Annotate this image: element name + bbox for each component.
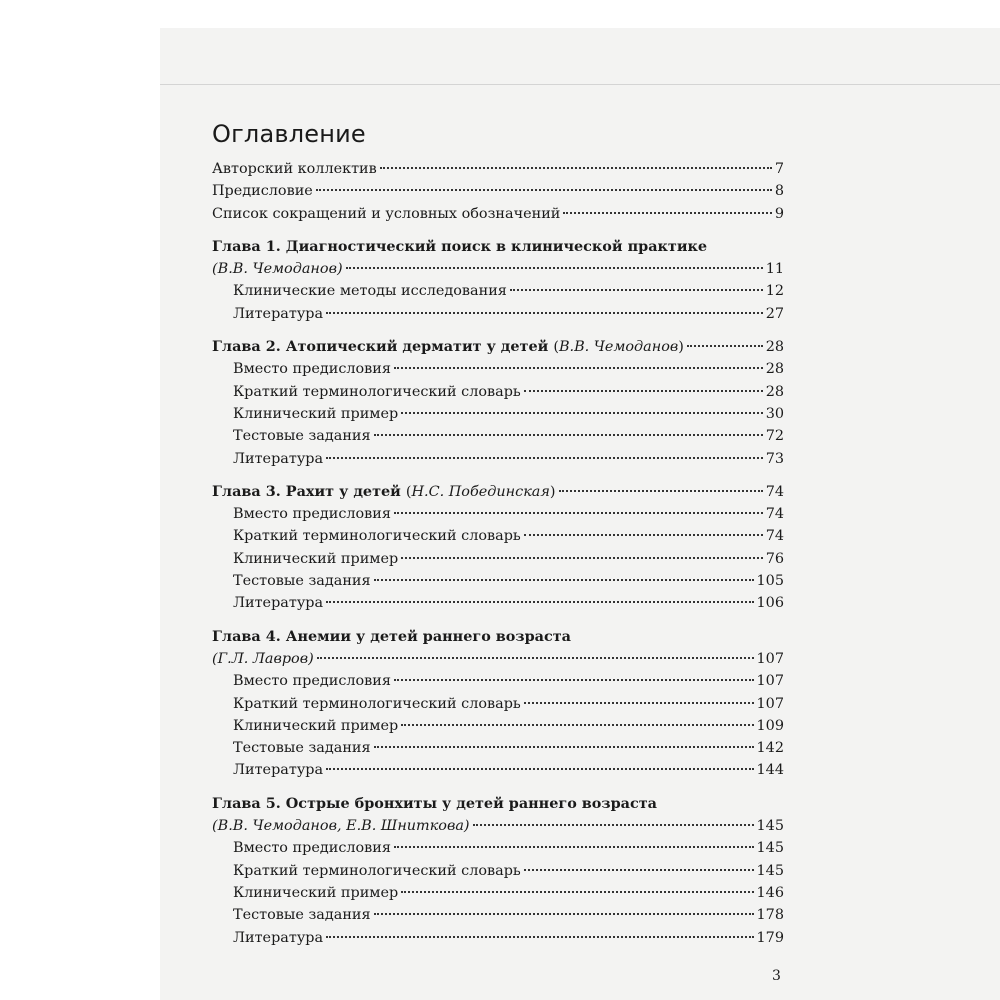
toc-entry[interactable]: Тестовые задания 72: [233, 428, 784, 445]
front-matter: [212, 158, 784, 225]
chapter-3: [212, 481, 784, 615]
toc-entry[interactable]: Литература 179: [233, 929, 784, 946]
chapter-2: [212, 336, 784, 470]
toc-entry[interactable]: Литература 27: [233, 305, 784, 322]
toc-entry[interactable]: Клинический пример 146: [233, 884, 784, 901]
chapter-1: [212, 236, 784, 325]
book-page: [160, 28, 1000, 1000]
chapter-4: [212, 626, 784, 782]
chapter-heading[interactable]: Глава 4. Анемии у детей раннего возраста: [212, 627, 571, 645]
toc-entry[interactable]: Клинический пример 109: [233, 717, 784, 734]
table-of-contents: [212, 120, 784, 949]
toc-entry[interactable]: Вместо предисловия 28: [233, 361, 784, 378]
toc-entry[interactable]: Литература 106: [233, 595, 784, 612]
toc-entry[interactable]: Тестовые задания 142: [233, 740, 784, 757]
toc-entry[interactable]: Вместо предисловия 145: [233, 840, 784, 857]
toc-entry[interactable]: Краткий терминологический словарь 107: [233, 695, 784, 712]
toc-entry[interactable]: Тестовые задания 105: [233, 573, 784, 590]
chapter-5: [212, 793, 784, 949]
toc-entry[interactable]: Клинические методы исследования 12: [233, 283, 784, 300]
toc-entry[interactable]: Клинический пример 76: [233, 550, 784, 567]
toc-entry[interactable]: Авторский коллектив 7: [212, 161, 784, 177]
toc-entry[interactable]: Краткий терминологический словарь 28: [233, 383, 784, 400]
toc-entry[interactable]: Краткий терминологический словарь 145: [233, 862, 784, 879]
chapter-heading-entry[interactable]: Глава 2. Атопический дерматит у детей (В.В. Чемоданов) 28: [212, 338, 784, 356]
chapter-heading[interactable]: Глава 1. Диагностический поиск в клинической практике: [212, 237, 708, 255]
chapter-author-entry[interactable]: (В.В. Чемоданов, Е.В. Шниткова) 145: [212, 818, 784, 835]
toc-entry[interactable]: Краткий терминологический словарь 74: [233, 528, 784, 545]
chapter-heading[interactable]: Глава 5. Острые бронхиты у детей раннего возраста: [212, 794, 657, 812]
toc-entry[interactable]: Литература 73: [233, 450, 784, 467]
chapter-author-entry[interactable]: (В.В. Чемоданов) 11: [212, 261, 784, 278]
toc-entry[interactable]: Предисловие 8: [212, 183, 784, 200]
toc-entry[interactable]: Список сокращений и условных обозначений 9: [212, 205, 784, 222]
page-number: 3: [772, 968, 781, 984]
toc-entry[interactable]: Тестовые задания 178: [233, 907, 784, 924]
toc-entry[interactable]: Вместо предисловия 74: [233, 506, 784, 523]
toc-entry[interactable]: Вместо предисловия 107: [233, 673, 784, 690]
toc-title: Оглавление: [212, 120, 366, 148]
chapter-author-entry[interactable]: (Г.Л. Лавров) 107: [212, 650, 784, 667]
toc-entry[interactable]: Клинический пример 30: [233, 405, 784, 422]
toc-entry[interactable]: Литература 144: [233, 762, 784, 779]
chapter-heading-entry[interactable]: Глава 3. Рахит у детей (Н.С. Побединская) 74: [212, 482, 784, 500]
